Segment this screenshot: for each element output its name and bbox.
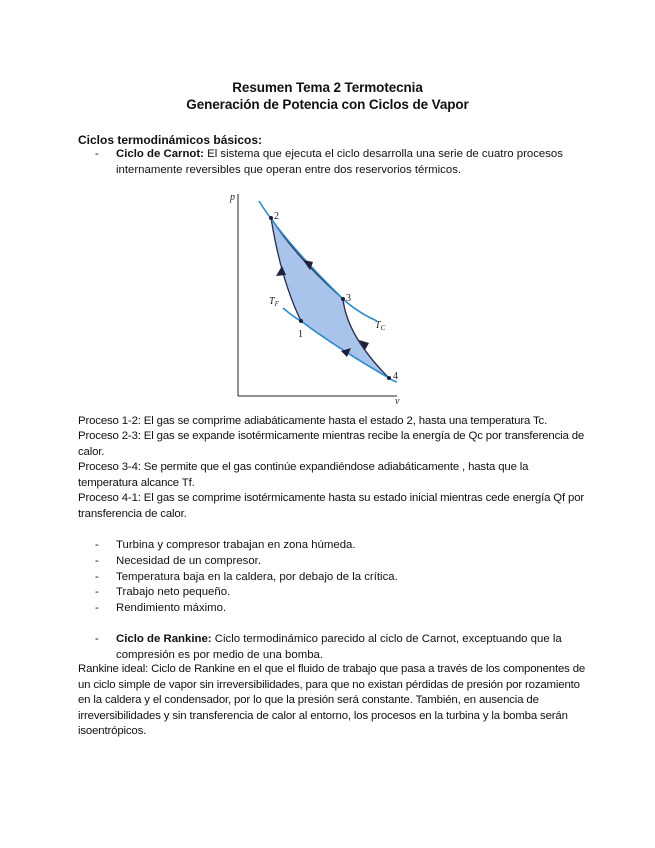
document-subtitle: Generación de Potencia con Ciclos de Vapor	[186, 97, 469, 112]
list-item	[78, 585, 598, 601]
state-point-3	[341, 297, 345, 301]
carnot-pv-diagram	[225, 188, 415, 410]
bullet-dash: -	[95, 554, 99, 567]
state-label-1: 1	[298, 329, 303, 340]
process-3-4: Proceso 3-4: Se permite que el gas continúe expandiéndose adiabáticamente , hasta que la temperatura alcance Tf.	[78, 461, 529, 489]
process-2-3: Proceso 2-3: El gas se expande isotérmicamente mientras recibe la energía de Qc por transferencia de calor.	[78, 430, 585, 458]
bullet-dash: -	[95, 570, 99, 583]
bullet-dash: -	[95, 602, 99, 615]
feature-text: Temperatura baja en la caldera, por debajo de la crítica.	[116, 570, 398, 583]
list-item	[78, 570, 598, 586]
tf-letter: T	[269, 296, 275, 307]
list-item	[78, 538, 598, 554]
rankine-ideal-paragraph: Rankine ideal: Ciclo de Rankine en el que el fluido de trabajo que pasa a través de los componentes de un ciclo simple de vapor sin irreversibilidades, para que no existan pérdidas de presión por rozamiento en la caldera y el condensador, por lo que la presión será constante. También, en ausencia de irreversibilidades y sin transferencia de calor al entorno, los procesos en la turbina y la bomba serán isoentrópicos.	[78, 663, 586, 738]
x-axis-label: v	[395, 396, 400, 407]
bullet-dash: -	[95, 148, 99, 160]
bullet-dash: -	[95, 539, 99, 551]
y-axis-label: p	[230, 192, 235, 203]
feature-text: Turbina y compresor trabajan en zona húmeda.	[116, 539, 356, 551]
document-title: Resumen Tema 2 Termotecnia	[232, 80, 423, 95]
carnot-description	[116, 147, 586, 178]
rankine-text: Ciclo termodinámico parecido al ciclo de Carnot, exceptuando que la compresión es por medio de una bomba.	[116, 633, 562, 661]
feature-text: Necesidad de un compresor.	[116, 554, 261, 567]
rankine-label: Ciclo de Rankine:	[116, 633, 212, 645]
feature-text: Rendimiento máximo.	[116, 602, 227, 615]
carnot-label: Ciclo de Carnot:	[116, 148, 204, 160]
list-item	[78, 601, 598, 617]
state-point-1	[299, 319, 303, 323]
rankine-description	[116, 632, 596, 663]
bullet-dash: -	[95, 633, 99, 645]
carnot-features-list	[78, 538, 598, 617]
state-label-2: 2	[274, 211, 279, 222]
tf-subscript: F	[274, 300, 279, 308]
section-heading: Ciclos termodinámicos básicos:	[78, 133, 263, 147]
tf-label	[269, 296, 280, 308]
state-label-3: 3	[346, 293, 351, 304]
feature-text: Trabajo neto pequeño.	[116, 586, 231, 599]
carnot-text: El sistema que ejecuta el ciclo desarrolla una serie de cuatro procesos internamente reversibles que operan entre dos reservorios térmicos.	[116, 148, 563, 176]
bullet-dash: -	[95, 586, 99, 599]
tc-subscript: C	[380, 324, 386, 332]
process-1-2: Proceso 1-2: El gas se comprime adiabáticamente hasta el estado 2, hasta una temperatura Tc.	[78, 415, 548, 427]
state-point-2	[269, 216, 273, 220]
tc-letter: T	[375, 320, 381, 331]
state-label-4: 4	[393, 371, 398, 382]
process-4-1: Proceso 4-1: El gas se comprime isotérmicamente hasta su estado inicial mientras cede energía Qf por transferencia de calor.	[78, 492, 585, 520]
state-point-4	[387, 376, 391, 380]
list-item	[78, 554, 598, 570]
tc-label	[375, 320, 386, 332]
